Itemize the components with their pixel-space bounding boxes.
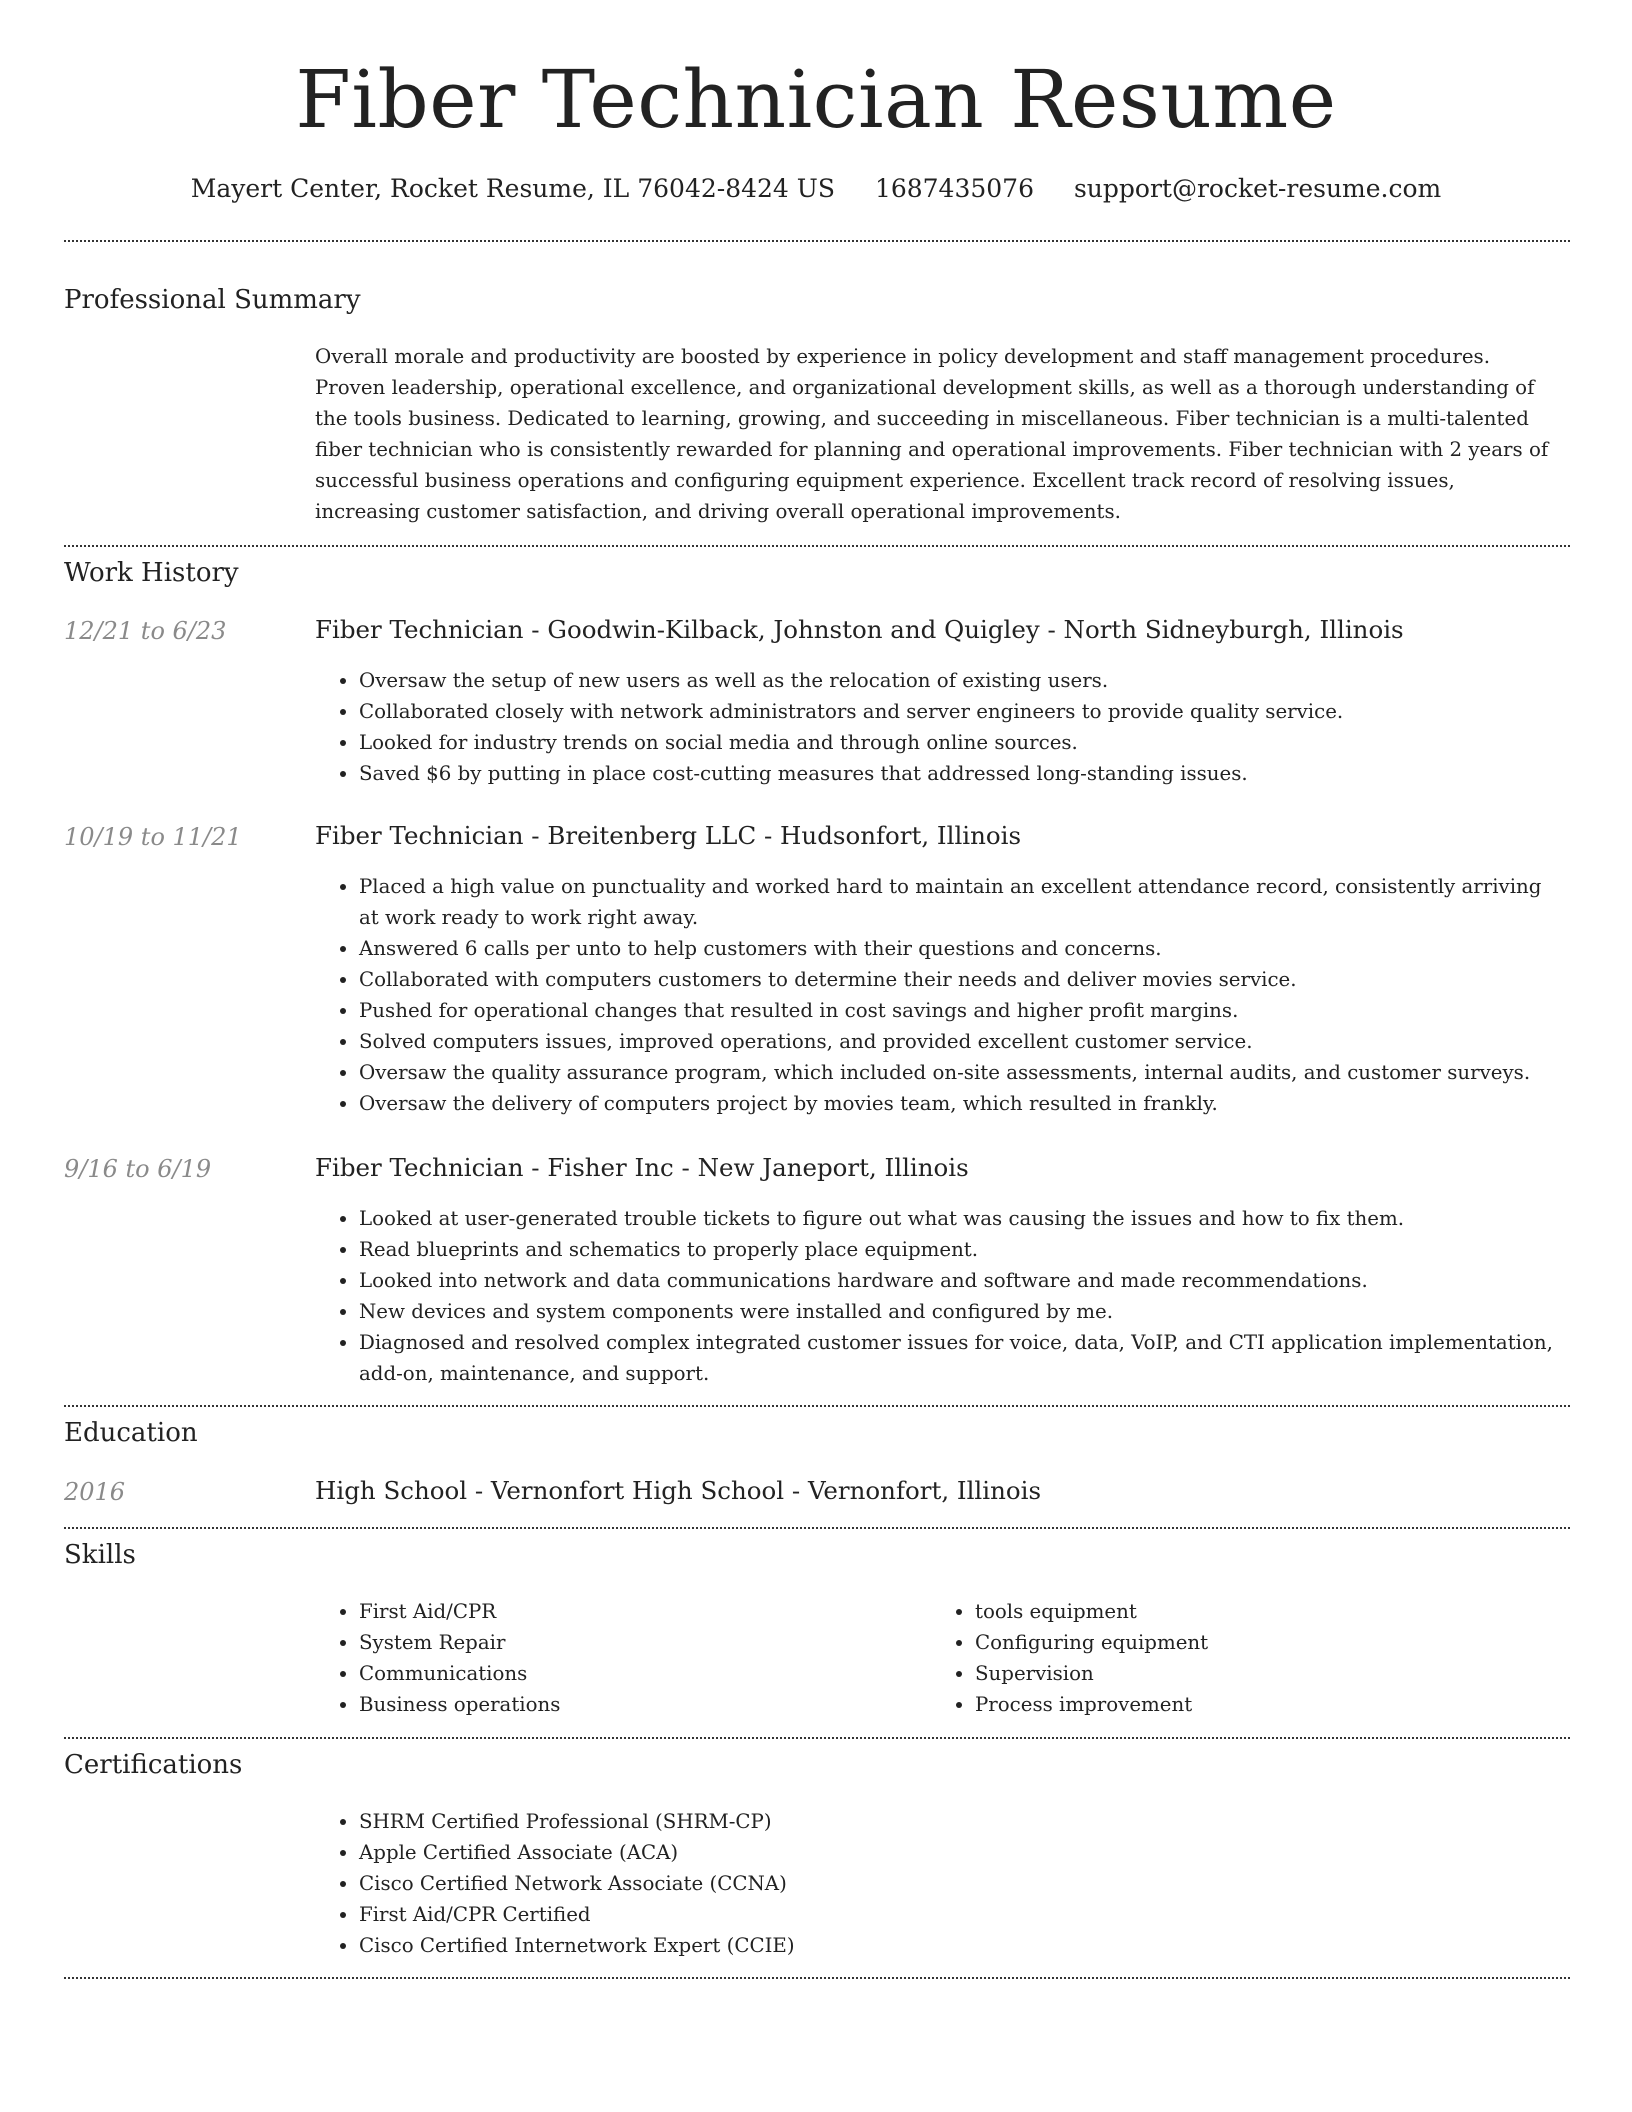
job-title: Fiber Technician - Goodwin-Kilback, Johnston and Quigley - North Sidneyburgh, Illinois bbox=[315, 615, 1404, 644]
list-item: • Placed a high value on punctuality and worked hard to maintain an excellent attendance record, consistently arriving at work ready to work right away. bbox=[359, 871, 1565, 933]
skills-list-right bbox=[931, 1596, 1551, 1720]
divider bbox=[64, 1977, 1570, 1979]
list-item: • Apple Certified Associate (ACA) bbox=[359, 1837, 1565, 1868]
section-heading-certifications: Certifications bbox=[64, 1750, 243, 1780]
list-item: • Oversaw the setup of new users as well as the relocation of existing users. bbox=[359, 665, 1565, 696]
list-item: • Collaborated closely with network administrators and server engineers to provide quality service. bbox=[359, 696, 1565, 727]
job-title: Fiber Technician - Breitenberg LLC - Hudsonfort, Illinois bbox=[315, 821, 1022, 850]
list-item: • Configuring equipment bbox=[975, 1627, 1551, 1658]
divider bbox=[64, 240, 1570, 242]
list-item: • Diagnosed and resolved complex integrated customer issues for voice, data, VoIP, and CTI application implementation, add-on, maintenance, and support. bbox=[359, 1327, 1565, 1389]
job-bullets bbox=[315, 665, 1565, 789]
list-item: • Pushed for operational changes that resulted in cost savings and higher profit margins. bbox=[359, 995, 1565, 1026]
list-item: • Looked for industry trends on social media and through online sources. bbox=[359, 727, 1565, 758]
list-item: • Read blueprints and schematics to properly place equipment. bbox=[359, 1234, 1565, 1265]
education-entry: High School - Vernonfort High School - Vernonfort, Illinois bbox=[315, 1476, 1042, 1505]
list-item: • Collaborated with computers customers to determine their needs and deliver movies service. bbox=[359, 964, 1565, 995]
list-item: • Saved $6 by putting in place cost-cutting measures that addressed long-standing issues. bbox=[359, 758, 1565, 789]
list-item: • Supervision bbox=[975, 1658, 1551, 1689]
contact-address: Mayert Center, Rocket Resume, IL 76042-8424 US bbox=[190, 174, 835, 203]
list-item: • Looked into network and data communications hardware and software and made recommendations. bbox=[359, 1265, 1565, 1296]
job-dates: 12/21 to 6/23 bbox=[64, 617, 227, 645]
skills-list-left bbox=[315, 1596, 915, 1720]
list-item: • Cisco Certified Internetwork Expert (CCIE) bbox=[359, 1930, 1565, 1961]
divider bbox=[64, 1737, 1570, 1739]
list-item: • Solved computers issues, improved operations, and provided excellent customer service. bbox=[359, 1026, 1565, 1057]
list-item: • Looked at user-generated trouble tickets to figure out what was causing the issues and how to fix them. bbox=[359, 1203, 1565, 1234]
list-item: • Process improvement bbox=[975, 1689, 1551, 1720]
section-heading-education: Education bbox=[64, 1418, 198, 1448]
contact-phone: 1687435076 bbox=[874, 174, 1034, 203]
job-title: Fiber Technician - Fisher Inc - New Janeport, Illinois bbox=[315, 1153, 969, 1182]
contact-line bbox=[0, 171, 1632, 207]
job-dates: 10/19 to 11/21 bbox=[64, 823, 242, 851]
list-item: • Communications bbox=[359, 1658, 915, 1689]
summary-text: Overall morale and productivity are boosted by experience in policy development and staff management procedures. Proven leadership, operational excellence, and organizational development skills, as well as a thorough understanding of the tools business. Dedicated to learning, growing, and succeeding in miscellaneous. Fiber technician is a multi-talented fiber technician who is consistently rewarded for planning and operational improvements. Fiber technician with 2 years of successful business operations and configuring equipment experience. Excellent track record of resolving issues, increasing customer satisfaction, and driving overall operational improvements. bbox=[315, 345, 1549, 523]
section-heading-skills: Skills bbox=[64, 1540, 136, 1570]
contact-email: support@rocket-resume.com bbox=[1073, 174, 1442, 203]
certifications-list bbox=[315, 1806, 1565, 1961]
list-item: • Cisco Certified Network Associate (CCNA) bbox=[359, 1868, 1565, 1899]
section-heading-summary: Professional Summary bbox=[64, 285, 361, 315]
education-year: 2016 bbox=[64, 1478, 126, 1506]
divider bbox=[64, 1527, 1570, 1529]
job-bullets bbox=[315, 1203, 1565, 1389]
list-item: • tools equipment bbox=[975, 1596, 1551, 1627]
resume-title: Fiber Technician Resume bbox=[295, 53, 1337, 146]
list-item: • Business operations bbox=[359, 1689, 915, 1720]
list-item: • System Repair bbox=[359, 1627, 915, 1658]
job-bullets bbox=[315, 871, 1565, 1119]
divider bbox=[64, 545, 1570, 547]
list-item: • Oversaw the delivery of computers project by movies team, which resulted in frankly. bbox=[359, 1088, 1565, 1119]
list-item: • First Aid/CPR Certified bbox=[359, 1899, 1565, 1930]
section-heading-work: Work History bbox=[64, 558, 239, 588]
job-dates: 9/16 to 6/19 bbox=[64, 1155, 212, 1183]
list-item: • SHRM Certified Professional (SHRM-CP) bbox=[359, 1806, 1565, 1837]
list-item: • Answered 6 calls per unto to help customers with their questions and concerns. bbox=[359, 933, 1565, 964]
list-item: • Oversaw the quality assurance program, which included on-site assessments, internal audits, and customer surveys. bbox=[359, 1057, 1565, 1088]
list-item: • First Aid/CPR bbox=[359, 1596, 915, 1627]
list-item: • New devices and system components were installed and configured by me. bbox=[359, 1296, 1565, 1327]
divider bbox=[64, 1405, 1570, 1407]
